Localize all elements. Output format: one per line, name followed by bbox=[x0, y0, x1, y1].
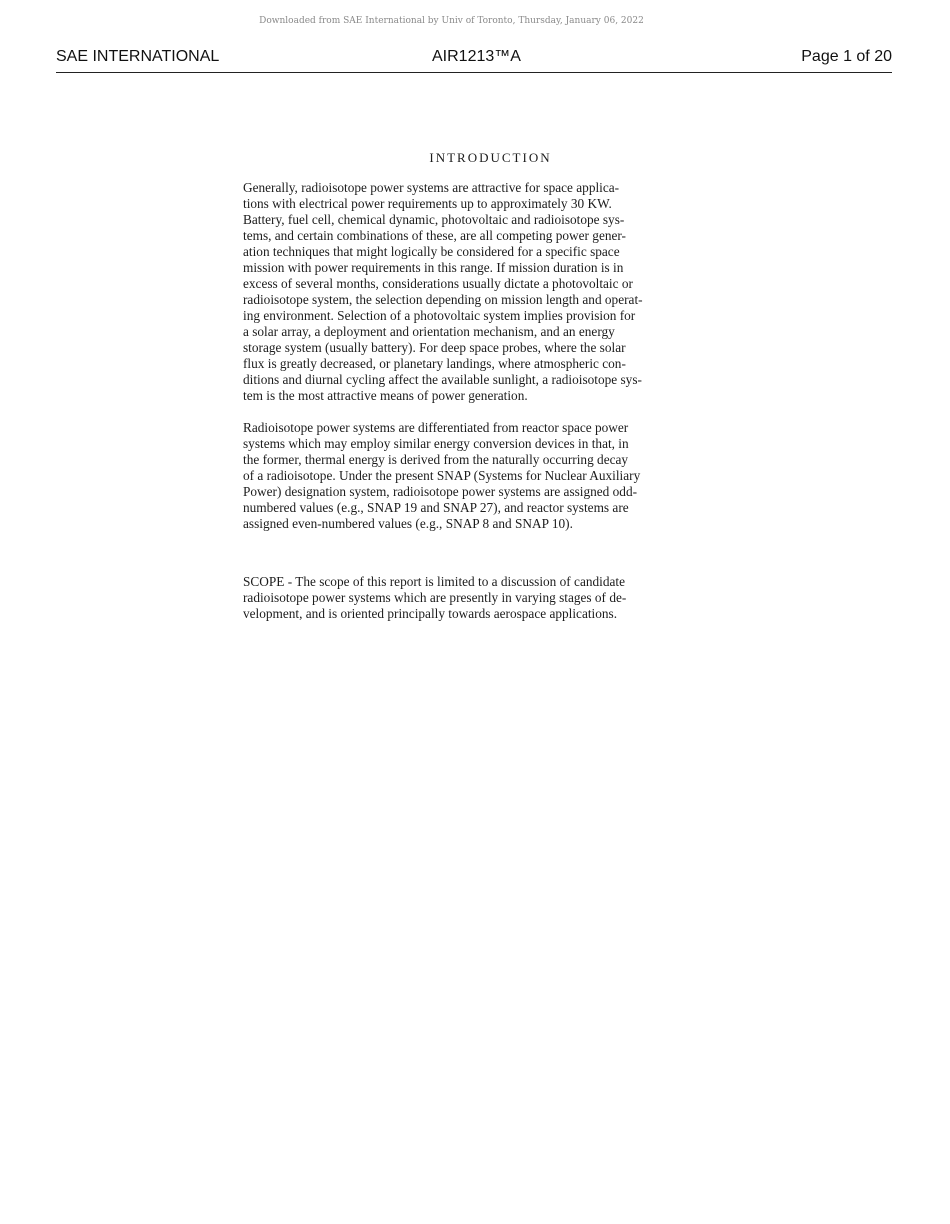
text-line: ing environment. Selection of a photovoltaic system implies provision for bbox=[243, 308, 636, 323]
text-line: Battery, fuel cell, chemical dynamic, photovoltaic and radioisotope sys- bbox=[243, 212, 625, 227]
text-line: systems which may employ similar energy conversion devices in that, in bbox=[243, 436, 629, 451]
text-line: flux is greatly decreased, or planetary landings, where atmospheric con- bbox=[243, 356, 626, 371]
download-watermark: Downloaded from SAE International by Univ of Toronto, Thursday, January 06, 2022 bbox=[259, 16, 644, 26]
scope-paragraph bbox=[243, 574, 738, 622]
text-line: a solar array, a deployment and orientation mechanism, and an energy bbox=[243, 324, 615, 339]
text-line: excess of several months, considerations usually dictate a photovoltaic or bbox=[243, 276, 633, 291]
text-line: Radioisotope power systems are differentiated from reactor space power bbox=[243, 420, 629, 435]
text-line: tems, and certain combinations of these, are all competing power gener- bbox=[243, 228, 626, 243]
text-line: ditions and diurnal cycling affect the available sunlight, a radioisotope sys- bbox=[243, 372, 642, 387]
text-line: numbered values (e.g., SNAP 19 and SNAP 27), and reactor systems are bbox=[243, 500, 629, 515]
text-line: storage system (usually battery). For deep space probes, where the solar bbox=[243, 340, 626, 355]
page-number: Page 1 of 20 bbox=[801, 48, 892, 65]
page-header bbox=[56, 48, 892, 73]
text-line: radioisotope system, the selection depending on mission length and operat- bbox=[243, 292, 643, 307]
text-line: radioisotope power systems which are presently in varying stages of de- bbox=[243, 590, 627, 605]
document-id: AIR1213™A bbox=[432, 48, 521, 65]
text-line: velopment, and is oriented principally towards aerospace applications. bbox=[243, 606, 618, 621]
text-line: of a radioisotope. Under the present SNAP (Systems for Nuclear Auxiliary bbox=[243, 468, 641, 483]
document-body bbox=[243, 150, 738, 622]
text-line: mission with power requirements in this range. If mission duration is in bbox=[243, 260, 624, 275]
text-line: the former, thermal energy is derived from the naturally occurring decay bbox=[243, 452, 629, 467]
section-title: INTRODUCTION bbox=[429, 150, 552, 165]
introduction-paragraph-1 bbox=[243, 180, 738, 404]
text-line: tions with electrical power requirements up to approximately 30 KW. bbox=[243, 196, 612, 211]
text-line: SCOPE - The scope of this report is limited to a discussion of candidate bbox=[243, 574, 625, 589]
introduction-paragraph-2 bbox=[243, 420, 738, 532]
text-line: assigned even-numbered values (e.g., SNAP 8 and SNAP 10). bbox=[243, 516, 573, 531]
organization-name: SAE INTERNATIONAL bbox=[56, 48, 220, 65]
text-line: tem is the most attractive means of power generation. bbox=[243, 388, 528, 403]
text-line: Generally, radioisotope power systems are attractive for space applica- bbox=[243, 180, 620, 195]
text-line: ation techniques that might logically be considered for a specific space bbox=[243, 244, 620, 259]
text-line: Power) designation system, radioisotope power systems are assigned odd- bbox=[243, 484, 638, 499]
